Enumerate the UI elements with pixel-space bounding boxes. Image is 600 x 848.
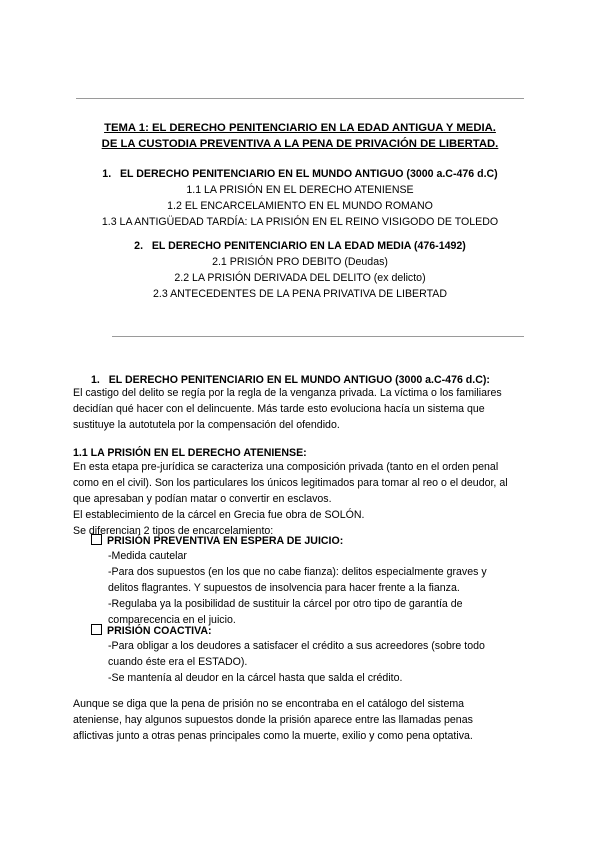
toc-section2-title: EL DERECHO PENITENCIARIO EN LA EDAD MEDIA (476-1492) [151, 240, 466, 252]
type2-item [91, 623, 212, 639]
closing-paragraph [73, 696, 533, 744]
subsection-1-1-heading: 1.1 LA PRISIÓN EN EL DERECHO ATENIENSE: [73, 447, 307, 459]
subsection-1-1-text [73, 459, 533, 539]
toc-item-2-3: 2.3 ANTECEDENTES DE LA PENA PRIVATIVA DE LIBERTAD [153, 288, 447, 300]
type2-line: -Se mantenía al deudor en la cárcel hasta que salda el crédito. [108, 672, 403, 684]
toc-item-2-1: 2.1 PRISIÓN PRO DEBITO (Deudas) [212, 256, 388, 268]
toc-section1-title: EL DERECHO PENITENCIARIO EN EL MUNDO ANTIGUO (3000 a.C-476 d.C) [119, 168, 498, 180]
type1-line: comparecencia en el juicio. [108, 614, 236, 626]
section1-title: EL DERECHO PENITENCIARIO EN EL MUNDO ANTIGUO (3000 a.C-476 d.C): [108, 374, 490, 386]
type1-label: PRISIÓN PREVENTIVA EN ESPERA DE JUICIO: [107, 535, 344, 547]
toc-section2-heading [0, 238, 600, 254]
type1-line: -Medida cautelar [108, 550, 187, 562]
type2-details [108, 638, 528, 686]
sub1-line: El establecimiento de la cárcel en Grecia fue obra de SOLÓN. [73, 509, 365, 521]
toc-item-1-2: 1.2 EL ENCARCELAMIENTO EN EL MUNDO ROMANO [167, 200, 433, 212]
closing-line: Aunque se diga que la pena de prisión no se encontraba en el catálogo del sistema [73, 698, 465, 710]
document-title-line2: DE LA CUSTODIA PREVENTIVA A LA PENA DE PRIVACIÓN DE LIBERTAD. [101, 138, 499, 150]
toc-section1-number: 1. [102, 168, 112, 180]
top-divider [76, 98, 524, 99]
sub1-line: Se diferencian 2 tipos de encarcelamiento: [73, 525, 274, 537]
sub1-line: En esta etapa pre-jurídica se caracteriza una composición privada (tanto en el orden penal [73, 461, 499, 473]
type1-item [91, 533, 343, 549]
sub1-line: como en el civil). Son los particulares los únicos legitimados para tomar al reo o el deudor, al [73, 477, 508, 489]
type2-label: PRISIÓN COACTIVA: [107, 625, 212, 637]
toc-divider [112, 336, 524, 337]
closing-line: aflictivas junto a otras penas principales como la muerte, exilio y como pena optativa. [73, 730, 473, 742]
type2-line: cuando éste era el ESTADO). [108, 656, 248, 668]
section1-number: 1. [91, 374, 100, 386]
toc-section1-heading [0, 166, 600, 182]
toc-item-1-1: 1.1 LA PRISIÓN EN EL DERECHO ATENIENSE [186, 184, 414, 196]
intro-line: sustituye la autotutela por la compensación del ofendido. [73, 419, 340, 431]
type2-line: -Para obligar a los deudores a satisfacer el crédito a sus acreedores (sobre todo [108, 640, 485, 652]
closing-line: ateniense, hay algunos supuestos donde la prisión aparece entre las llamadas penas [73, 714, 473, 726]
intro-line: decidían qué hacer con el delincuente. Más tarde esto evoluciona hacía un sistema que [73, 403, 485, 415]
section1-intro [73, 385, 533, 433]
type1-line: -Para dos supuestos (en los que no cabe fianza): delitos especialmente graves y [108, 566, 487, 578]
intro-line: El castigo del delito se regía por la regla de la venganza privada. La víctima o los familiares [73, 387, 502, 399]
type1-line: delitos flagrantes. Y supuestos de insolvencia para hacer frente a la fianza. [108, 582, 460, 594]
sub1-line: que apresaban y podían matar o convertir en esclavos. [73, 493, 332, 505]
document-title-line1: TEMA 1: EL DERECHO PENITENCIARIO EN LA EDAD ANTIGUA Y MEDIA. [104, 122, 496, 134]
toc-item-1-3: 1.3 LA ANTIGÜEDAD TARDÍA: LA PRISIÓN EN EL REINO VISIGODO DE TOLEDO [101, 216, 499, 228]
toc-item-2-2: 2.2 LA PRISIÓN DERIVADA DEL DELITO (ex delicto) [174, 272, 426, 284]
checkbox-icon [91, 534, 102, 545]
type1-details [108, 548, 528, 628]
checkbox-icon [91, 624, 102, 635]
toc-section2-number: 2. [134, 240, 144, 252]
type1-line: -Regulaba ya la posibilidad de sustituir la cárcel por otro tipo de garantía de [108, 598, 463, 610]
